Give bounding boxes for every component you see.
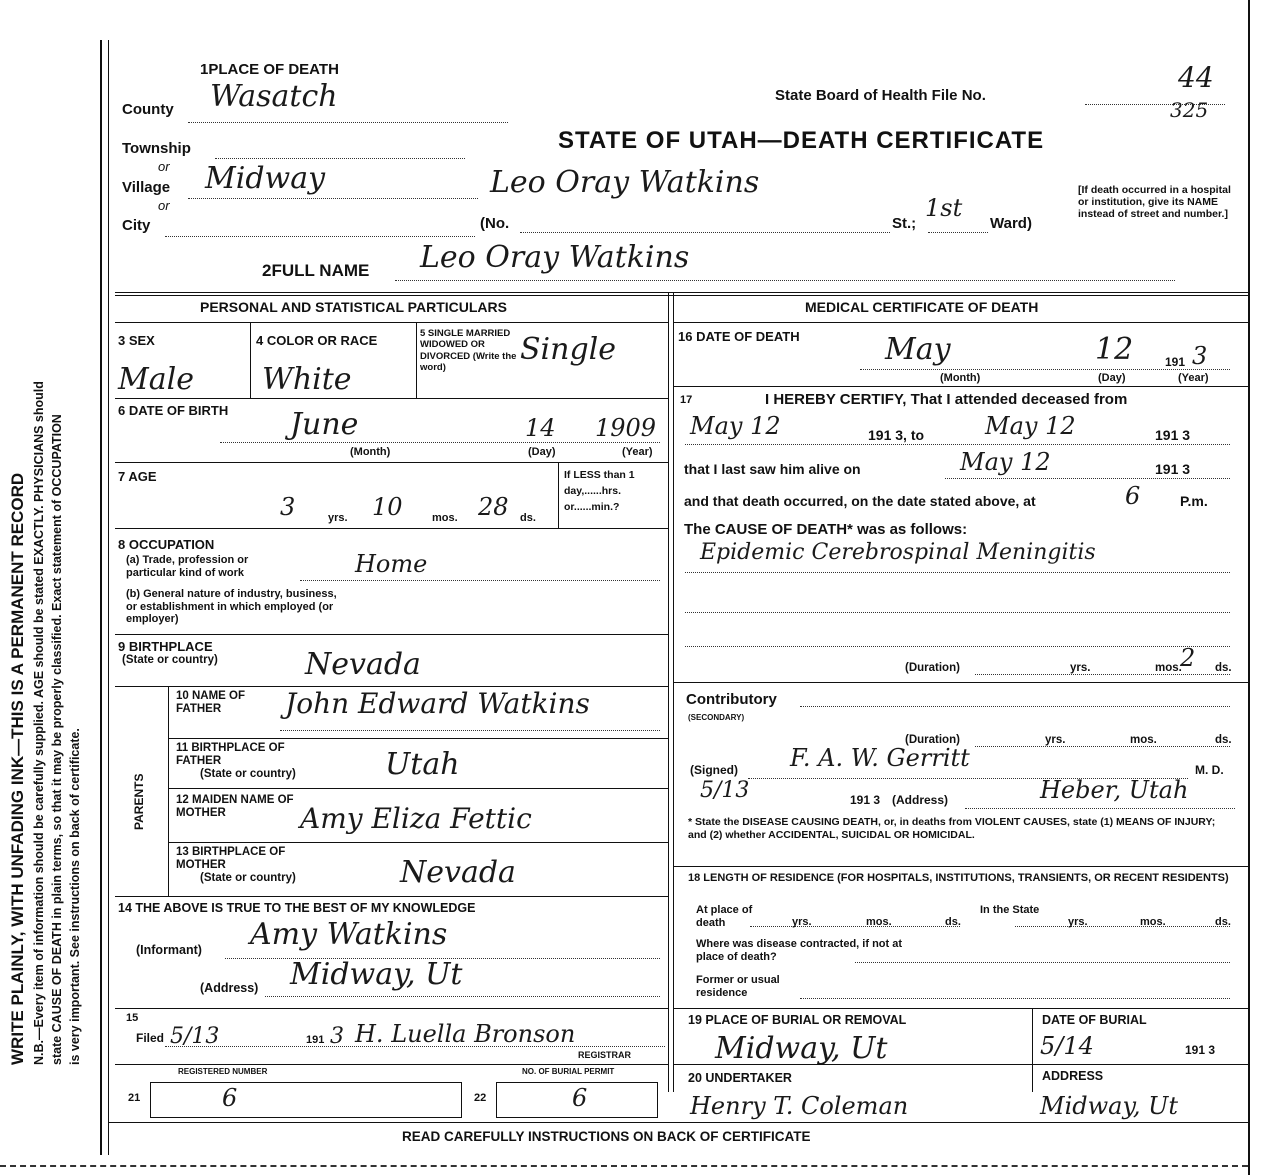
place-of-death-label: 1PLACE OF DEATH	[200, 61, 339, 78]
sign-address-label: (Address)	[892, 793, 949, 807]
left-rule-inner	[108, 40, 109, 1155]
dod-month: May	[885, 332, 951, 367]
at-place-label: At place of death	[696, 904, 753, 929]
occupation-a-label: (a) Trade, profession or particular kind of work	[126, 554, 249, 579]
center-divider	[668, 292, 669, 1092]
row9-rule	[168, 788, 668, 789]
dod-year-label: (Year)	[1178, 372, 1209, 384]
mother-bp-value: Nevada	[400, 855, 516, 890]
occurred-text: and that death occurred, on the date stated above, at	[684, 493, 1036, 509]
or-1: or	[158, 159, 170, 174]
residence-rule	[673, 1008, 1248, 1009]
registrar-value: H. Luella Bronson	[355, 1020, 576, 1048]
personal-title-rule	[115, 322, 668, 323]
dob-month-label: (Month)	[350, 446, 391, 458]
medical-title-rule	[673, 322, 1248, 323]
age-mos-label: mos.	[432, 512, 458, 524]
father-bp-label: 11 BIRTHPLACE OF FATHER	[176, 742, 285, 767]
parents-label: PARENTS	[132, 773, 146, 830]
section-top-rule-2	[115, 295, 1248, 296]
burial-divider	[1032, 1008, 1033, 1064]
age-yrs-label: yrs.	[328, 512, 348, 524]
personal-section-title: PERSONAL AND STATISTICAL PARTICULARS	[200, 299, 507, 315]
age-divider	[558, 462, 559, 528]
md-label: M. D.	[1195, 763, 1224, 777]
dod-rule	[673, 386, 1248, 387]
contracted-label: Where was disease contracted, if not at place of death?	[696, 938, 903, 963]
age-yrs: 3	[280, 493, 296, 521]
dob-year: 1909	[595, 414, 657, 442]
dob-line	[220, 442, 660, 443]
village-line	[188, 198, 478, 199]
cause-line-2	[685, 612, 1230, 613]
or-2: or	[158, 198, 170, 213]
duration2-ds: ds.	[1215, 734, 1232, 746]
sign-date: 5/13	[700, 778, 750, 803]
former-line	[800, 998, 1230, 999]
dod-day: 12	[1095, 332, 1134, 367]
left-rule	[100, 40, 102, 1155]
birthplace-value: Nevada	[305, 647, 421, 682]
at-place-ds: ds.	[945, 916, 961, 928]
registered-number-label: REGISTERED NUMBER	[178, 1067, 268, 1076]
reg-no: 21	[128, 1092, 141, 1104]
page-title: STATE OF UTAH—DEATH CERTIFICATE	[558, 127, 1045, 154]
occupation-label: 8 OCCUPATION	[118, 537, 215, 552]
row8-rule	[168, 738, 668, 739]
sex-label: 3 SEX	[118, 333, 155, 348]
signed-value: F. A. W. Gerritt	[790, 744, 970, 772]
burial-year: 191 3	[1185, 1043, 1216, 1057]
residence-label: 18 LENGTH OF RESIDENCE (FOR HOSPITALS, INSTITUTIONS, TRANSIENTS, OR RECENT RESIDENTS)	[688, 872, 1229, 884]
st-label: St.;	[892, 215, 917, 232]
registered-number-value: 6	[222, 1084, 238, 1112]
dob-month: June	[290, 407, 359, 442]
ward-line	[928, 232, 988, 233]
in-state-ds: ds.	[1215, 916, 1231, 928]
birthplace-label: 9 BIRTHPLACE	[118, 639, 213, 654]
cause-value: Epidemic Cerebrospinal Meningitis	[700, 540, 1096, 565]
duration-line	[975, 674, 1230, 675]
burial-value: Midway, Ut	[715, 1031, 888, 1066]
dod-month-label: (Month)	[940, 372, 981, 384]
father-label: 10 NAME OF FATHER	[176, 690, 246, 715]
margin-note-3: is very important. See instructions on back of certificate.	[68, 728, 82, 1065]
full-name-label: 2FULL NAME	[262, 261, 370, 280]
dob-day-label: (Day)	[528, 446, 556, 458]
to-label: 191 3, to	[868, 427, 925, 443]
duration2-mos: mos.	[1130, 734, 1157, 746]
row5-rule	[115, 528, 668, 529]
certify-line	[685, 444, 1230, 445]
certify-text: I HEREBY CERTIFY, That I attended deceased from	[765, 391, 1128, 408]
in-state-line	[1015, 926, 1230, 927]
dod-label: 16 DATE OF DEATH	[678, 329, 800, 344]
father-line	[280, 730, 660, 731]
street-value: Leo Oray Watkins	[490, 165, 760, 200]
true-label: 14 THE ABOVE IS TRUE TO THE BEST OF MY KNOWLEDGE	[118, 901, 476, 915]
no-15: 15	[126, 1012, 139, 1024]
father-value: John Edward Watkins	[285, 687, 590, 720]
former-label: Former or usual residence	[696, 974, 780, 999]
filed-value: 5/13	[170, 1024, 220, 1049]
contributory-label: Contributory	[686, 691, 777, 708]
informant-address-value: Midway, Ut	[290, 957, 463, 992]
right-rule	[1248, 0, 1250, 1175]
time-value: 6	[1125, 482, 1141, 510]
duration-mos: mos.	[1155, 662, 1182, 674]
no-17: 17	[680, 394, 693, 406]
margin-note-2: state CAUSE OF DEATH in plain terms, so that it may be properly classified. Exact statement of OCCUPATION	[50, 414, 64, 1065]
end-year: 191 3	[1155, 427, 1191, 443]
row13-rule	[115, 1064, 668, 1065]
duration-yrs: yrs.	[1070, 662, 1091, 674]
in-state-mos: mos.	[1140, 916, 1166, 928]
medical-section-title: MEDICAL CERTIFICATE OF DEATH	[805, 299, 1039, 315]
in-state-label: In the State	[980, 904, 1040, 916]
mother-bp-label: 13 BIRTHPLACE OF MOTHER	[176, 846, 286, 871]
burial-label: 19 PLACE OF BURIAL OR REMOVAL	[688, 1013, 907, 1027]
cause-rule	[673, 682, 1248, 683]
filed-year-prefix: 191	[306, 1034, 325, 1046]
city-label: City	[122, 217, 151, 234]
less-than-note: If LESS than 1 day,......hrs. or......min.?	[564, 469, 635, 513]
duration2-label: (Duration)	[905, 734, 960, 746]
sign-address-value: Heber, Utah	[1040, 776, 1189, 804]
cause-line-3	[685, 646, 1230, 647]
mother-bp-sub: (State or country)	[200, 872, 296, 884]
age-label: 7 AGE	[118, 469, 157, 484]
permit-no: 22	[474, 1092, 487, 1104]
row6-rule	[115, 634, 668, 635]
village-value: Midway	[205, 161, 326, 196]
race-label: 4 COLOR OR RACE	[256, 333, 378, 348]
to-date: May 12	[985, 412, 1076, 440]
undertaker-value: Henry T. Coleman	[690, 1092, 909, 1120]
parents-divider	[168, 686, 169, 896]
file-no-label: State Board of Health File No.	[775, 87, 986, 104]
last-saw-line	[945, 478, 1230, 479]
dob-day: 14	[525, 414, 556, 442]
in-state-yrs: yrs.	[1068, 916, 1088, 928]
burial-permit-value: 6	[572, 1084, 588, 1112]
center-divider-2	[673, 292, 674, 1092]
father-bp-value: Utah	[385, 747, 460, 782]
sign-year: 191 3	[850, 793, 881, 807]
birthplace-sub: (State or country)	[122, 654, 218, 666]
row10-rule	[168, 842, 668, 843]
occupation-b-label: (b) General nature of industry, business, or establishment in which employed (or employer)	[126, 588, 337, 626]
hospital-note: [If death occurred in a hospital or institution, give its NAME instead of street and number.]	[1078, 184, 1231, 221]
secondary-label: (SECONDARY)	[688, 713, 745, 722]
at-place-mos: mos.	[866, 916, 892, 928]
city-line	[165, 236, 475, 237]
occupation-value: Home	[355, 550, 428, 578]
from-date: May 12	[690, 412, 781, 440]
signed-label: (Signed)	[690, 763, 738, 777]
marital-label: 5 SINGLE MARRIED WIDOWED OR DIVORCED (Write the word)	[420, 328, 517, 374]
duration-label: (Duration)	[905, 662, 960, 674]
mother-value: Amy Eliza Fettic	[300, 802, 532, 835]
county-value: Wasatch	[210, 79, 338, 114]
burial-date-value: 5/14	[1040, 1032, 1094, 1060]
time-suffix: P.m.	[1180, 493, 1208, 509]
race-divider	[416, 322, 417, 398]
burial-rule	[673, 1064, 1248, 1065]
occupation-a-line	[300, 580, 660, 581]
township-line	[215, 158, 465, 159]
footnote: * State the DISEASE CAUSING DEATH, or, in deaths from VIOLENT CAUSES, state (1) MEANS OF INJURY; and (2) whether ACCIDENTAL, SUICIDAL OR HOMICIDAL.	[688, 816, 1216, 842]
county-line	[188, 122, 508, 123]
county-label: County	[122, 101, 174, 118]
last-saw-label: that I last saw him alive on	[684, 461, 861, 477]
full-name-line	[395, 280, 1175, 281]
footnote-rule	[673, 866, 1248, 867]
informant-address-line	[265, 996, 660, 997]
undertaker-divider	[1032, 1064, 1033, 1092]
file-no-sub: 325	[1170, 98, 1209, 122]
dob-label: 6 DATE OF BIRTH	[118, 403, 229, 418]
dod-year-prefix: 191	[1165, 355, 1186, 369]
row3-rule	[115, 398, 668, 399]
age-mos: 10	[372, 493, 403, 521]
address2-value: Midway, Ut	[1040, 1092, 1178, 1120]
contracted-line	[855, 962, 1230, 963]
street-line	[520, 232, 890, 233]
bottom-edge	[0, 1165, 1248, 1167]
mother-label: 12 MAIDEN NAME OF MOTHER	[176, 794, 294, 819]
footer-rule	[108, 1122, 1248, 1123]
cause-label: The CAUSE OF DEATH* was as follows:	[684, 521, 968, 538]
last-saw-value: May 12	[960, 448, 1051, 476]
race-value: White	[262, 362, 352, 397]
dod-day-label: (Day)	[1098, 372, 1126, 384]
duration-value: 2	[1180, 644, 1196, 672]
ward-value: 1st	[925, 194, 963, 222]
file-no-value: 44	[1178, 61, 1214, 94]
father-bp-sub: (State or country)	[200, 768, 296, 780]
no-label: (No.	[480, 215, 510, 232]
informant-label: (Informant)	[136, 943, 202, 957]
marital-value: Single	[520, 332, 617, 367]
dob-year-label: (Year)	[622, 446, 653, 458]
filed-year: 3	[330, 1024, 344, 1049]
age-ds: 28	[478, 493, 509, 521]
address2-label: ADDRESS	[1042, 1069, 1104, 1083]
margin-note-1: N.B.—Every item of information should be carefully supplied. AGE should be stated EXACTLY. PHYSICIANS should	[32, 381, 46, 1065]
at-place-yrs: yrs.	[792, 916, 812, 928]
section-top-rule	[115, 292, 1248, 293]
contributory-line	[800, 706, 1230, 707]
township-label: Township	[122, 140, 191, 157]
row12-rule	[115, 1008, 668, 1009]
duration-ds: ds.	[1215, 662, 1232, 674]
duration2-yrs: yrs.	[1045, 734, 1066, 746]
row11-rule	[115, 896, 668, 897]
registrar-label: REGISTRAR	[578, 1050, 632, 1060]
burial-permit-label: NO. OF BURIAL PERMIT	[522, 1067, 615, 1076]
village-label: Village	[122, 179, 171, 196]
sign-address-line	[965, 808, 1235, 809]
last-saw-year: 191 3	[1155, 461, 1191, 477]
at-place-line	[750, 926, 960, 927]
full-name-value: Leo Oray Watkins	[420, 240, 690, 275]
margin-write-plainly: WRITE PLAINLY, WITH UNFADING INK—THIS IS A PERMANENT RECORD	[8, 472, 27, 1065]
cause-line-1	[685, 572, 1230, 573]
filed-label: Filed	[136, 1031, 165, 1045]
burial-date-label: DATE OF BURIAL	[1042, 1013, 1147, 1027]
duration2-line	[975, 746, 1230, 747]
informant-value: Amy Watkins	[250, 917, 448, 952]
undertaker-label: 20 UNDERTAKER	[688, 1071, 792, 1085]
row4-rule	[115, 462, 668, 463]
sex-divider	[250, 322, 251, 398]
ward-label: Ward)	[990, 215, 1032, 232]
age-ds-label: ds.	[520, 512, 536, 524]
informant-address-label: (Address)	[200, 981, 259, 995]
registered-number-box	[150, 1082, 462, 1118]
footer-instructions: READ CAREFULLY INSTRUCTIONS ON BACK OF CERTIFICATE	[402, 1129, 811, 1144]
dod-year: 3	[1192, 342, 1208, 370]
sex-value: Male	[118, 362, 194, 397]
